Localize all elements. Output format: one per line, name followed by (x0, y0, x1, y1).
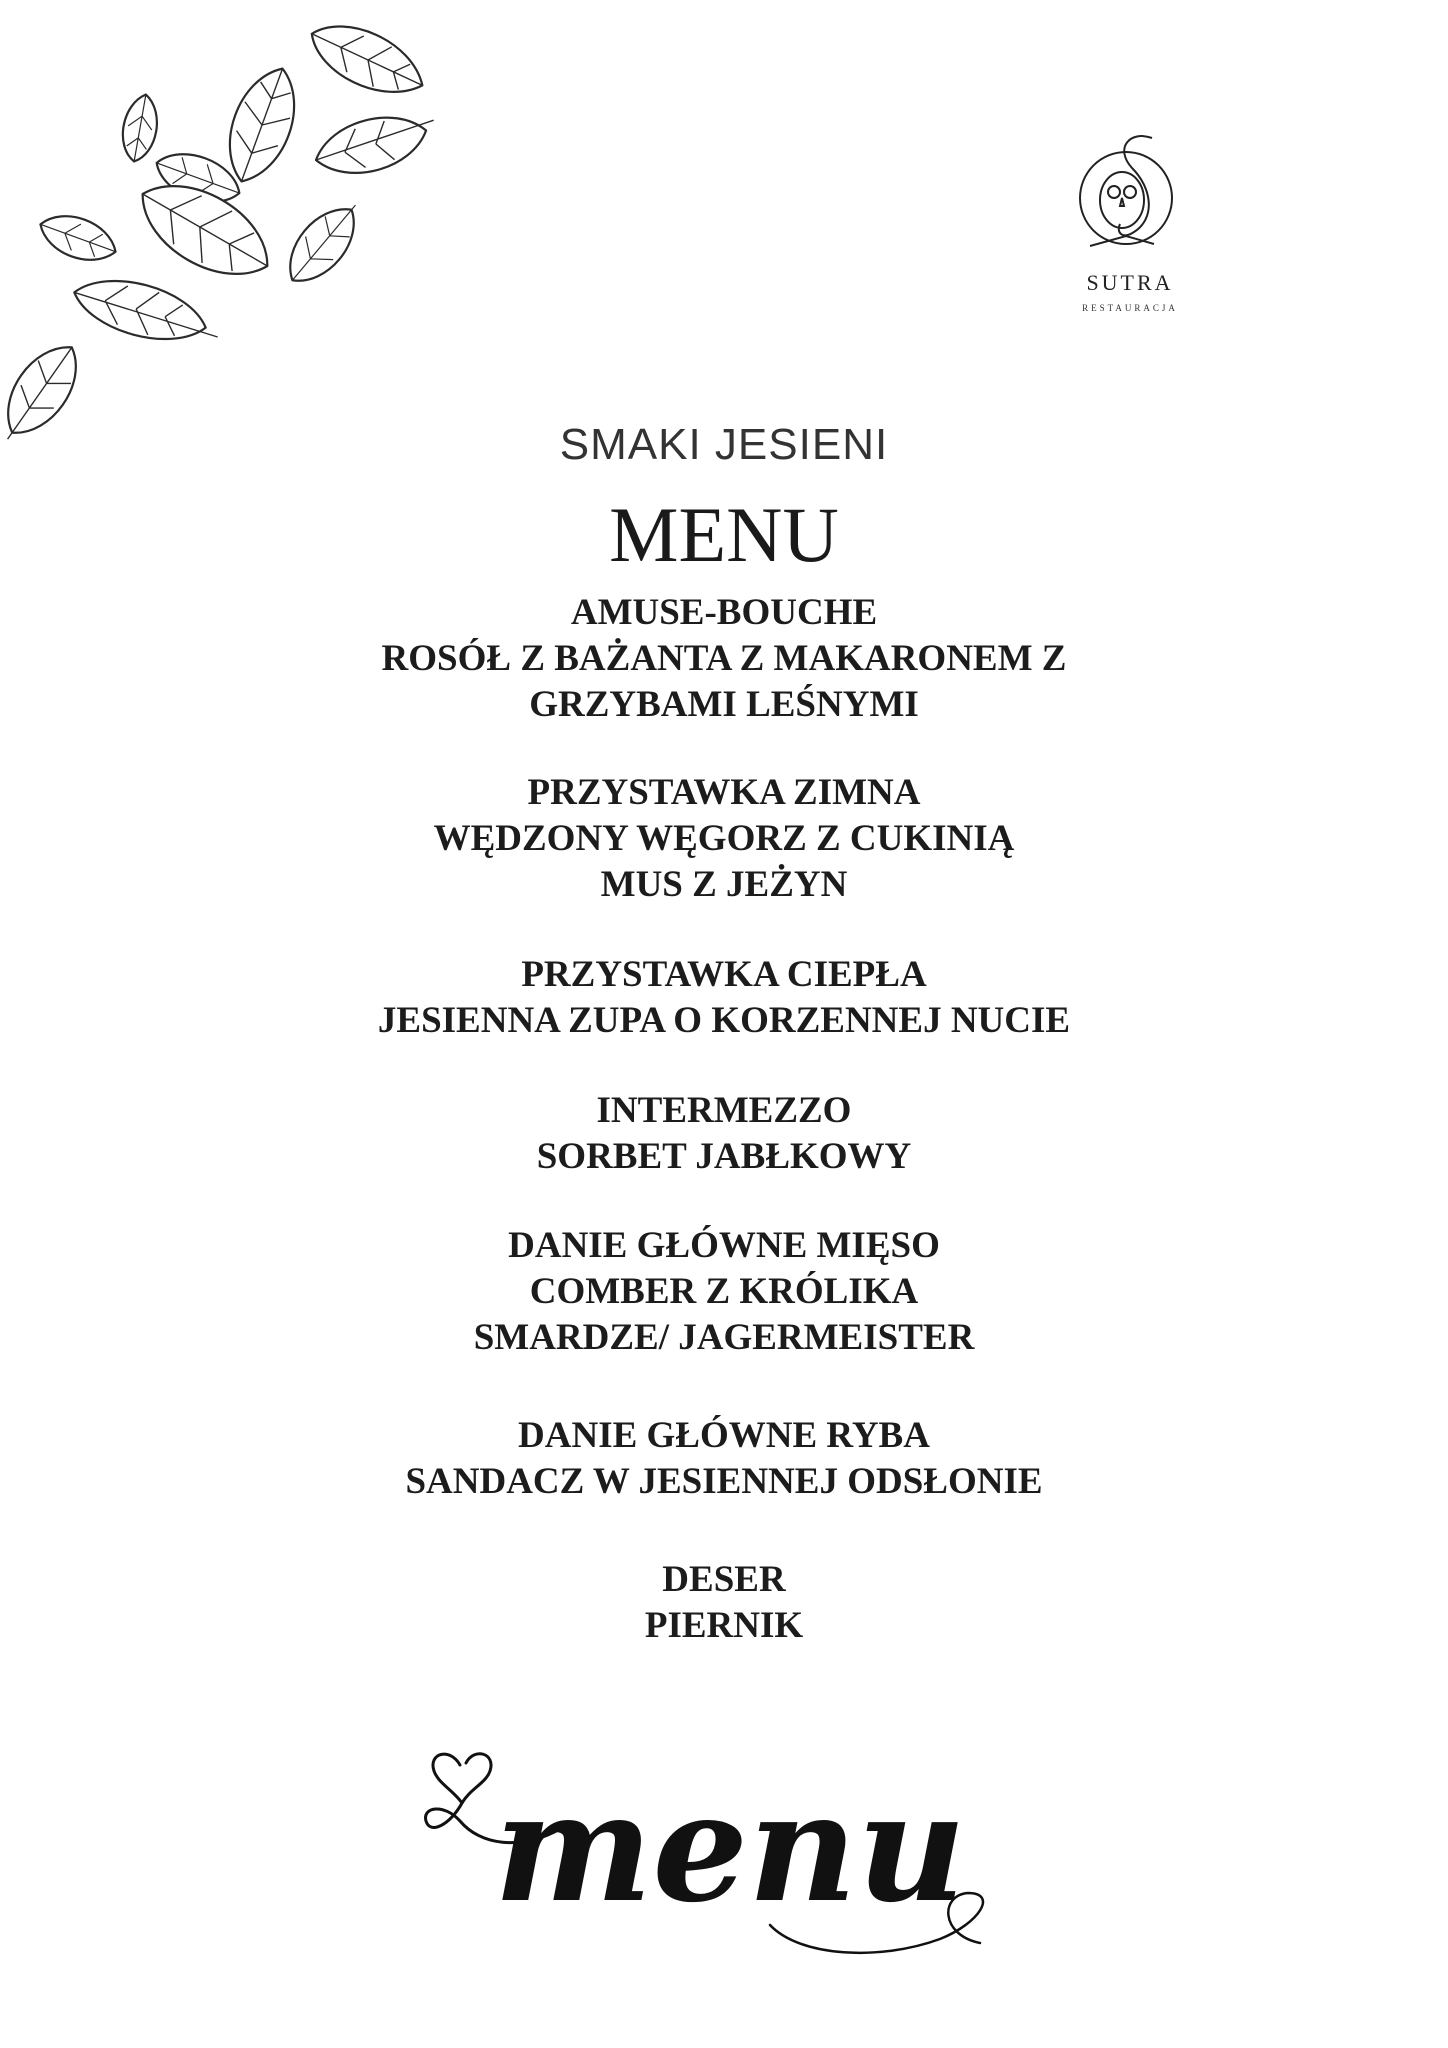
dish-line: SANDACZ W JESIENNEJ ODSŁONIE (405, 1461, 1043, 1502)
logo-subtitle: RESTAURACJA (1082, 303, 1178, 313)
section-heading: DANIE GŁÓWNE MIĘSO (508, 1225, 940, 1266)
section-heading: PRZYSTAWKA ZIMNA (527, 772, 921, 813)
menu-script-decoration (420, 1725, 1040, 1985)
section-heading: PRZYSTAWKA CIEPŁA (521, 954, 927, 995)
section-heading: INTERMEZZO (596, 1090, 852, 1131)
section-heading: AMUSE-BOUCHE (570, 592, 878, 633)
dish-line: WĘDZONY WĘGORZ Z CUKINIĄ (433, 818, 1015, 859)
menu-section-dessert (0, 1557, 1448, 1649)
section-heading: DANIE GŁÓWNE RYBA (518, 1415, 930, 1456)
menu-section-warm-starter (0, 952, 1448, 1044)
dish-line: ROSÓŁ Z BAŻANTA Z MAKARONEM Z (381, 638, 1067, 679)
menu-section-cold-starter (0, 770, 1448, 908)
dish-line: MUS Z JEŻYN (600, 864, 848, 905)
dish-line: SORBET JABŁKOWY (536, 1136, 912, 1177)
dish-line: COMBER Z KRÓLIKA (529, 1271, 919, 1312)
dish-line: GRZYBAMI LEŚNYMI (529, 684, 919, 725)
menu-section-main-fish (0, 1413, 1448, 1505)
dish-line: PIERNIK (644, 1605, 804, 1646)
menu-subtitle: SMAKI JESIENI (559, 420, 889, 469)
leaves-illustration (0, 0, 440, 450)
menu-section-main-meat (0, 1223, 1448, 1361)
menu-title: MENU (609, 491, 839, 578)
restaurant-logo (1060, 128, 1200, 328)
menu-script-text: menu (493, 1760, 967, 1936)
section-heading: DESER (662, 1559, 786, 1600)
owl-logo-icon (1060, 128, 1200, 258)
menu-section-amuse-bouche (0, 590, 1448, 728)
dish-line: SMARDZE/ JAGERMEISTER (473, 1317, 975, 1358)
logo-name: SUTRA (1086, 270, 1174, 295)
menu-section-intermezzo (0, 1088, 1448, 1180)
dish-line: JESIENNA ZUPA O KORZENNEJ NUCIE (377, 1000, 1071, 1041)
heart-icon (433, 1754, 491, 1803)
